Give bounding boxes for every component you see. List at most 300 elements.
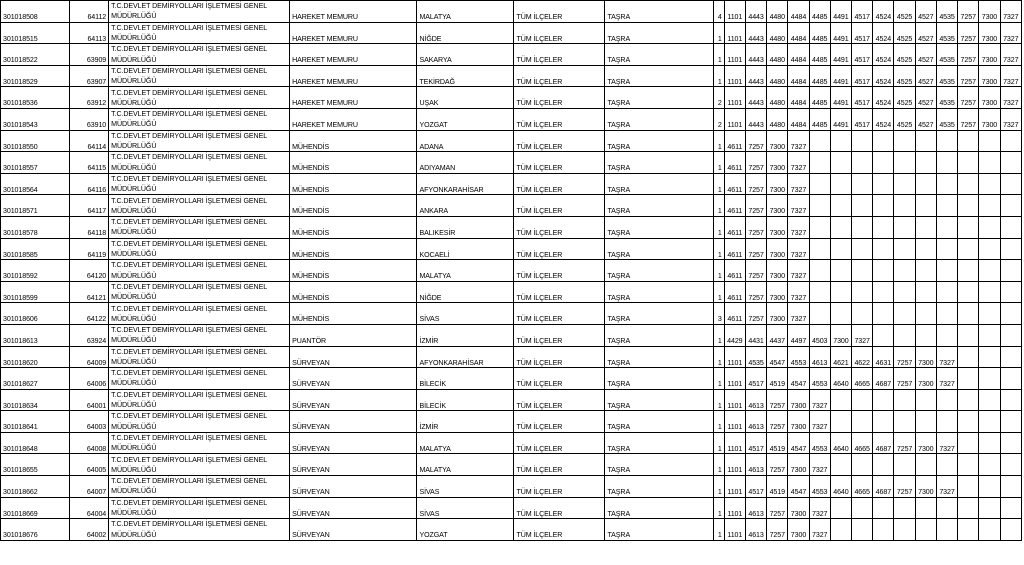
qualification-code-cell: 7327 xyxy=(788,195,809,217)
qualification-code-cell: 4484 xyxy=(788,108,809,130)
qualification-code-cell: 4535 xyxy=(936,44,957,66)
quota-cell: 1 xyxy=(713,44,724,66)
district-cell: TÜM İLÇELER xyxy=(514,1,605,23)
qualification-code-cell xyxy=(830,130,851,152)
qualification-code-cell: 4437 xyxy=(767,324,788,346)
qualification-code-cell: 4524 xyxy=(873,65,894,87)
qualification-code-cell: 4527 xyxy=(915,108,936,130)
location-cell: TAŞRA xyxy=(605,22,713,44)
qualification-code-cell xyxy=(979,411,1000,433)
position-id-cell: 301018676 xyxy=(1,519,70,541)
institution-cell: T.C.DEVLET DEMİRYOLLARI İŞLETMESİ GENEL MÜDÜRLÜĞÜ xyxy=(109,173,290,195)
qualification-code-cell xyxy=(1000,368,1021,390)
qualification-code-cell: 4485 xyxy=(809,65,830,87)
location-cell: TAŞRA xyxy=(605,238,713,260)
position-code-cell: 64120 xyxy=(69,260,108,282)
qualification-code-cell xyxy=(936,497,957,519)
qualification-code-cell: 7257 xyxy=(745,260,766,282)
qualification-code-cell xyxy=(915,497,936,519)
district-cell: TÜM İLÇELER xyxy=(514,87,605,109)
qualification-code-cell xyxy=(894,216,915,238)
position-id-cell: 301018634 xyxy=(1,389,70,411)
district-cell: TÜM İLÇELER xyxy=(514,281,605,303)
qualification-code-cell xyxy=(979,195,1000,217)
quota-cell: 1 xyxy=(713,216,724,238)
qualification-code-cell xyxy=(1000,260,1021,282)
qualification-code-cell xyxy=(915,195,936,217)
qualification-code-cell: 4547 xyxy=(767,346,788,368)
qualification-code-cell: 7300 xyxy=(767,152,788,174)
quota-cell: 1 xyxy=(713,260,724,282)
qualification-code-cell: 4525 xyxy=(894,1,915,23)
qualification-code-cell: 4527 xyxy=(915,44,936,66)
title-cell: HAREKET MEMURU xyxy=(290,1,417,23)
qualification-code-cell xyxy=(873,173,894,195)
qualification-code-cell: 7257 xyxy=(958,87,979,109)
qualification-code-cell xyxy=(852,389,873,411)
qualification-code-cell: 4480 xyxy=(767,44,788,66)
position-id-cell: 301018585 xyxy=(1,238,70,260)
qualification-code-cell: 4519 xyxy=(767,368,788,390)
qualification-code-cell: 7257 xyxy=(767,454,788,476)
quota-cell: 1 xyxy=(713,432,724,454)
qualification-code-cell xyxy=(936,130,957,152)
province-cell: YOZGAT xyxy=(417,519,514,541)
qualification-code-cell xyxy=(936,195,957,217)
quota-cell: 1 xyxy=(713,368,724,390)
qualification-code-cell xyxy=(979,519,1000,541)
qualification-code-cell xyxy=(936,519,957,541)
qualification-code-cell: 7300 xyxy=(915,346,936,368)
title-cell: MÜHENDİS xyxy=(290,173,417,195)
qualification-code-cell xyxy=(979,238,1000,260)
qualification-code-cell xyxy=(979,324,1000,346)
qualification-code-cell: 4613 xyxy=(745,497,766,519)
qualification-code-cell: 4525 xyxy=(894,44,915,66)
location-cell: TAŞRA xyxy=(605,454,713,476)
qualification-code-cell xyxy=(936,281,957,303)
position-code-cell: 64004 xyxy=(69,497,108,519)
qualification-code-cell: 7257 xyxy=(894,432,915,454)
qualification-code-cell: 4480 xyxy=(767,22,788,44)
qualification-code-cell xyxy=(979,346,1000,368)
institution-cell: T.C.DEVLET DEMİRYOLLARI İŞLETMESİ GENEL MÜDÜRLÜĞÜ xyxy=(109,108,290,130)
district-cell: TÜM İLÇELER xyxy=(514,497,605,519)
qualification-code-cell: 4517 xyxy=(745,368,766,390)
qualification-code-cell xyxy=(979,389,1000,411)
qualification-code-cell: 4611 xyxy=(724,130,745,152)
table-row xyxy=(1,44,1022,66)
province-cell: SİVAS xyxy=(417,497,514,519)
qualification-code-cell xyxy=(936,152,957,174)
qualification-code-cell: 7300 xyxy=(767,260,788,282)
qualification-code-cell: 7327 xyxy=(1000,108,1021,130)
qualification-code-cell: 4553 xyxy=(809,476,830,498)
qualification-code-cell xyxy=(958,303,979,325)
qualification-code-cell xyxy=(873,260,894,282)
title-cell: MÜHENDİS xyxy=(290,130,417,152)
qualification-code-cell: 1101 xyxy=(724,87,745,109)
qualification-code-cell xyxy=(1000,346,1021,368)
qualification-code-cell: 7257 xyxy=(767,411,788,433)
qualification-code-cell: 4613 xyxy=(745,389,766,411)
quota-cell: 1 xyxy=(713,476,724,498)
province-cell: SAKARYA xyxy=(417,44,514,66)
quota-cell: 1 xyxy=(713,324,724,346)
qualification-code-cell: 4665 xyxy=(852,476,873,498)
qualification-code-cell: 4535 xyxy=(936,22,957,44)
province-cell: MALATYA xyxy=(417,1,514,23)
qualification-code-cell: 4517 xyxy=(852,108,873,130)
qualification-code-cell xyxy=(979,260,1000,282)
institution-cell: T.C.DEVLET DEMİRYOLLARI İŞLETMESİ GENEL MÜDÜRLÜĞÜ xyxy=(109,260,290,282)
qualification-code-cell xyxy=(852,519,873,541)
qualification-code-cell xyxy=(873,216,894,238)
qualification-code-cell xyxy=(1000,454,1021,476)
qualification-code-cell xyxy=(894,411,915,433)
position-code-cell: 64112 xyxy=(69,1,108,23)
qualification-code-cell: 4497 xyxy=(788,324,809,346)
qualification-code-cell: 4431 xyxy=(745,324,766,346)
location-cell: TAŞRA xyxy=(605,389,713,411)
position-code-cell: 64008 xyxy=(69,432,108,454)
qualification-code-cell: 4687 xyxy=(873,432,894,454)
title-cell: SÜRVEYAN xyxy=(290,411,417,433)
province-cell: BİLECİK xyxy=(417,368,514,390)
position-code-cell: 64001 xyxy=(69,389,108,411)
table-row xyxy=(1,108,1022,130)
qualification-code-cell xyxy=(852,152,873,174)
qualification-code-cell xyxy=(894,195,915,217)
qualification-code-cell: 7327 xyxy=(1000,87,1021,109)
qualification-code-cell xyxy=(873,324,894,346)
district-cell: TÜM İLÇELER xyxy=(514,368,605,390)
position-id-cell: 301018655 xyxy=(1,454,70,476)
qualification-code-cell: 4524 xyxy=(873,44,894,66)
qualification-code-cell: 7327 xyxy=(809,454,830,476)
qualification-code-cell: 1101 xyxy=(724,346,745,368)
qualification-code-cell xyxy=(873,389,894,411)
qualification-code-cell: 4485 xyxy=(809,22,830,44)
qualification-code-cell xyxy=(958,497,979,519)
qualification-code-cell xyxy=(852,497,873,519)
location-cell: TAŞRA xyxy=(605,497,713,519)
qualification-code-cell xyxy=(809,260,830,282)
qualification-code-cell xyxy=(894,519,915,541)
qualification-code-cell xyxy=(1000,216,1021,238)
qualification-code-cell xyxy=(873,497,894,519)
qualification-code-cell xyxy=(1000,303,1021,325)
institution-cell: T.C.DEVLET DEMİRYOLLARI İŞLETMESİ GENEL MÜDÜRLÜĞÜ xyxy=(109,281,290,303)
qualification-code-cell xyxy=(830,260,851,282)
qualification-code-cell: 7300 xyxy=(830,324,851,346)
qualification-code-cell xyxy=(958,454,979,476)
qualification-code-cell: 4491 xyxy=(830,65,851,87)
qualification-code-cell: 4484 xyxy=(788,44,809,66)
qualification-code-cell: 4517 xyxy=(852,22,873,44)
province-cell: AFYONKARAHİSAR xyxy=(417,346,514,368)
location-cell: TAŞRA xyxy=(605,324,713,346)
qualification-code-cell: 7327 xyxy=(788,152,809,174)
qualification-code-cell: 7257 xyxy=(767,389,788,411)
qualification-code-cell xyxy=(852,216,873,238)
position-code-cell: 63909 xyxy=(69,44,108,66)
title-cell: MÜHENDİS xyxy=(290,238,417,260)
province-cell: MALATYA xyxy=(417,260,514,282)
title-cell: HAREKET MEMURU xyxy=(290,87,417,109)
qualification-code-cell: 1101 xyxy=(724,44,745,66)
position-code-cell: 64009 xyxy=(69,346,108,368)
qualification-code-cell xyxy=(894,260,915,282)
qualification-code-cell xyxy=(830,173,851,195)
qualification-code-cell: 7327 xyxy=(809,411,830,433)
qualification-code-cell: 4611 xyxy=(724,281,745,303)
qualification-code-cell: 7300 xyxy=(767,238,788,260)
qualification-code-cell: 7300 xyxy=(767,216,788,238)
qualification-code-cell xyxy=(1000,324,1021,346)
position-code-cell: 64117 xyxy=(69,195,108,217)
qualification-code-cell: 1101 xyxy=(724,432,745,454)
qualification-code-cell: 4480 xyxy=(767,87,788,109)
location-cell: TAŞRA xyxy=(605,368,713,390)
qualification-code-cell: 4491 xyxy=(830,1,851,23)
quota-cell: 1 xyxy=(713,519,724,541)
qualification-code-cell xyxy=(809,195,830,217)
qualification-code-cell xyxy=(1000,497,1021,519)
qualification-code-cell xyxy=(852,195,873,217)
position-code-cell: 64119 xyxy=(69,238,108,260)
qualification-code-cell xyxy=(958,411,979,433)
title-cell: HAREKET MEMURU xyxy=(290,22,417,44)
qualification-code-cell xyxy=(915,324,936,346)
district-cell: TÜM İLÇELER xyxy=(514,22,605,44)
qualification-code-cell xyxy=(830,454,851,476)
district-cell: TÜM İLÇELER xyxy=(514,324,605,346)
qualification-code-cell: 4480 xyxy=(767,1,788,23)
institution-cell: T.C.DEVLET DEMİRYOLLARI İŞLETMESİ GENEL MÜDÜRLÜĞÜ xyxy=(109,44,290,66)
qualification-code-cell: 4613 xyxy=(745,519,766,541)
qualification-code-cell xyxy=(830,497,851,519)
position-code-cell: 63907 xyxy=(69,65,108,87)
qualification-code-cell xyxy=(1000,152,1021,174)
qualification-code-cell xyxy=(915,454,936,476)
quota-cell: 1 xyxy=(713,22,724,44)
location-cell: TAŞRA xyxy=(605,411,713,433)
qualification-code-cell xyxy=(915,216,936,238)
title-cell: HAREKET MEMURU xyxy=(290,108,417,130)
position-id-cell: 301018508 xyxy=(1,1,70,23)
qualification-code-cell xyxy=(852,281,873,303)
qualification-code-cell xyxy=(979,173,1000,195)
quota-cell: 1 xyxy=(713,195,724,217)
table-row xyxy=(1,454,1022,476)
district-cell: TÜM İLÇELER xyxy=(514,152,605,174)
location-cell: TAŞRA xyxy=(605,173,713,195)
qualification-code-cell xyxy=(809,238,830,260)
qualification-code-cell: 4640 xyxy=(830,368,851,390)
qualification-code-cell xyxy=(958,195,979,217)
position-id-cell: 301018599 xyxy=(1,281,70,303)
qualification-code-cell: 7257 xyxy=(745,303,766,325)
institution-cell: T.C.DEVLET DEMİRYOLLARI İŞLETMESİ GENEL MÜDÜRLÜĞÜ xyxy=(109,1,290,23)
institution-cell: T.C.DEVLET DEMİRYOLLARI İŞLETMESİ GENEL MÜDÜRLÜĞÜ xyxy=(109,476,290,498)
qualification-code-cell: 7327 xyxy=(809,497,830,519)
position-id-cell: 301018515 xyxy=(1,22,70,44)
institution-cell: T.C.DEVLET DEMİRYOLLARI İŞLETMESİ GENEL MÜDÜRLÜĞÜ xyxy=(109,87,290,109)
title-cell: SÜRVEYAN xyxy=(290,497,417,519)
qualification-code-cell: 4443 xyxy=(745,44,766,66)
title-cell: SÜRVEYAN xyxy=(290,476,417,498)
qualification-code-cell: 7327 xyxy=(936,432,957,454)
qualification-code-cell: 7327 xyxy=(788,130,809,152)
qualification-code-cell xyxy=(979,476,1000,498)
institution-cell: T.C.DEVLET DEMİRYOLLARI İŞLETMESİ GENEL MÜDÜRLÜĞÜ xyxy=(109,65,290,87)
qualification-code-cell xyxy=(979,454,1000,476)
qualification-code-cell: 4491 xyxy=(830,22,851,44)
qualification-code-cell: 4429 xyxy=(724,324,745,346)
table-row xyxy=(1,411,1022,433)
qualification-code-cell: 4480 xyxy=(767,108,788,130)
qualification-code-cell xyxy=(979,281,1000,303)
qualification-code-cell: 4517 xyxy=(852,1,873,23)
position-id-cell: 301018641 xyxy=(1,411,70,433)
qualification-code-cell: 7327 xyxy=(936,368,957,390)
district-cell: TÜM İLÇELER xyxy=(514,303,605,325)
qualification-code-cell xyxy=(830,281,851,303)
qualification-code-cell xyxy=(915,389,936,411)
location-cell: TAŞRA xyxy=(605,44,713,66)
province-cell: SİVAS xyxy=(417,476,514,498)
qualification-code-cell xyxy=(809,281,830,303)
institution-cell: T.C.DEVLET DEMİRYOLLARI İŞLETMESİ GENEL MÜDÜRLÜĞÜ xyxy=(109,368,290,390)
qualification-code-cell: 4535 xyxy=(936,1,957,23)
qualification-code-cell: 7327 xyxy=(936,346,957,368)
qualification-code-cell: 4547 xyxy=(788,368,809,390)
qualification-code-cell xyxy=(830,152,851,174)
qualification-code-cell xyxy=(1000,432,1021,454)
qualification-code-cell xyxy=(830,303,851,325)
position-id-cell: 301018564 xyxy=(1,173,70,195)
qualification-code-cell: 4527 xyxy=(915,1,936,23)
position-id-cell: 301018606 xyxy=(1,303,70,325)
qualification-code-cell xyxy=(830,195,851,217)
qualification-code-cell: 4484 xyxy=(788,1,809,23)
qualification-code-cell: 4443 xyxy=(745,1,766,23)
position-id-cell: 301018578 xyxy=(1,216,70,238)
province-cell: MALATYA xyxy=(417,454,514,476)
qualification-code-cell xyxy=(873,238,894,260)
qualification-code-cell xyxy=(830,519,851,541)
qualification-code-cell: 4640 xyxy=(830,432,851,454)
qualification-code-cell xyxy=(936,411,957,433)
qualification-code-cell: 4491 xyxy=(830,44,851,66)
qualification-code-cell xyxy=(873,411,894,433)
qualification-code-cell xyxy=(958,432,979,454)
qualification-code-cell xyxy=(958,346,979,368)
qualification-code-cell xyxy=(894,130,915,152)
position-code-cell: 64121 xyxy=(69,281,108,303)
qualification-code-cell xyxy=(1000,389,1021,411)
qualification-code-cell: 4553 xyxy=(788,346,809,368)
qualification-code-cell: 7257 xyxy=(745,173,766,195)
institution-cell: T.C.DEVLET DEMİRYOLLARI İŞLETMESİ GENEL MÜDÜRLÜĞÜ xyxy=(109,216,290,238)
qualification-code-cell xyxy=(915,303,936,325)
qualification-code-cell: 4527 xyxy=(915,22,936,44)
qualification-code-cell: 4517 xyxy=(852,44,873,66)
location-cell: TAŞRA xyxy=(605,303,713,325)
province-cell: SİVAS xyxy=(417,303,514,325)
institution-cell: T.C.DEVLET DEMİRYOLLARI İŞLETMESİ GENEL MÜDÜRLÜĞÜ xyxy=(109,497,290,519)
title-cell: SÜRVEYAN xyxy=(290,346,417,368)
qualification-code-cell: 1101 xyxy=(724,389,745,411)
district-cell: TÜM İLÇELER xyxy=(514,130,605,152)
qualification-code-cell: 4491 xyxy=(830,108,851,130)
province-cell: ADANA xyxy=(417,130,514,152)
institution-cell: T.C.DEVLET DEMİRYOLLARI İŞLETMESİ GENEL MÜDÜRLÜĞÜ xyxy=(109,303,290,325)
qualification-code-cell xyxy=(894,238,915,260)
position-code-cell: 63912 xyxy=(69,87,108,109)
qualification-code-cell: 7327 xyxy=(1000,44,1021,66)
qualification-code-cell: 4443 xyxy=(745,22,766,44)
qualification-code-cell: 1101 xyxy=(724,519,745,541)
qualification-code-cell xyxy=(873,454,894,476)
position-id-cell: 301018522 xyxy=(1,44,70,66)
qualification-code-cell: 7300 xyxy=(979,22,1000,44)
qualification-code-cell: 7257 xyxy=(745,281,766,303)
qualification-code-cell xyxy=(873,519,894,541)
table-row xyxy=(1,1,1022,23)
institution-cell: T.C.DEVLET DEMİRYOLLARI İŞLETMESİ GENEL MÜDÜRLÜĞÜ xyxy=(109,389,290,411)
province-cell: BALIKESİR xyxy=(417,216,514,238)
qualification-code-cell xyxy=(958,130,979,152)
qualification-code-cell xyxy=(830,411,851,433)
qualification-code-cell: 7300 xyxy=(979,44,1000,66)
district-cell: TÜM İLÇELER xyxy=(514,432,605,454)
qualification-code-cell: 7300 xyxy=(915,432,936,454)
qualification-code-cell: 7257 xyxy=(894,476,915,498)
qualification-code-cell: 4443 xyxy=(745,87,766,109)
table-row xyxy=(1,389,1022,411)
qualification-code-cell: 7300 xyxy=(788,454,809,476)
qualification-code-cell: 4485 xyxy=(809,1,830,23)
qualification-code-cell: 4687 xyxy=(873,476,894,498)
district-cell: TÜM İLÇELER xyxy=(514,108,605,130)
qualification-code-cell xyxy=(1000,195,1021,217)
quota-cell: 1 xyxy=(713,152,724,174)
quota-cell: 3 xyxy=(713,303,724,325)
qualification-code-cell: 7300 xyxy=(767,173,788,195)
title-cell: SÜRVEYAN xyxy=(290,454,417,476)
qualification-code-cell: 4611 xyxy=(724,303,745,325)
position-code-cell: 64114 xyxy=(69,130,108,152)
institution-cell: T.C.DEVLET DEMİRYOLLARI İŞLETMESİ GENEL MÜDÜRLÜĞÜ xyxy=(109,519,290,541)
qualification-code-cell: 7327 xyxy=(788,173,809,195)
province-cell: NİĞDE xyxy=(417,281,514,303)
qualification-code-cell xyxy=(958,216,979,238)
qualification-code-cell: 7257 xyxy=(745,238,766,260)
qualification-code-cell xyxy=(852,130,873,152)
position-code-cell: 64116 xyxy=(69,173,108,195)
qualification-code-cell xyxy=(873,195,894,217)
qualification-code-cell: 4631 xyxy=(873,346,894,368)
qualification-code-cell xyxy=(894,454,915,476)
institution-cell: T.C.DEVLET DEMİRYOLLARI İŞLETMESİ GENEL MÜDÜRLÜĞÜ xyxy=(109,324,290,346)
position-id-cell: 301018536 xyxy=(1,87,70,109)
qualification-code-cell: 7300 xyxy=(979,108,1000,130)
title-cell: HAREKET MEMURU xyxy=(290,65,417,87)
institution-cell: T.C.DEVLET DEMİRYOLLARI İŞLETMESİ GENEL MÜDÜRLÜĞÜ xyxy=(109,152,290,174)
province-cell: MALATYA xyxy=(417,432,514,454)
